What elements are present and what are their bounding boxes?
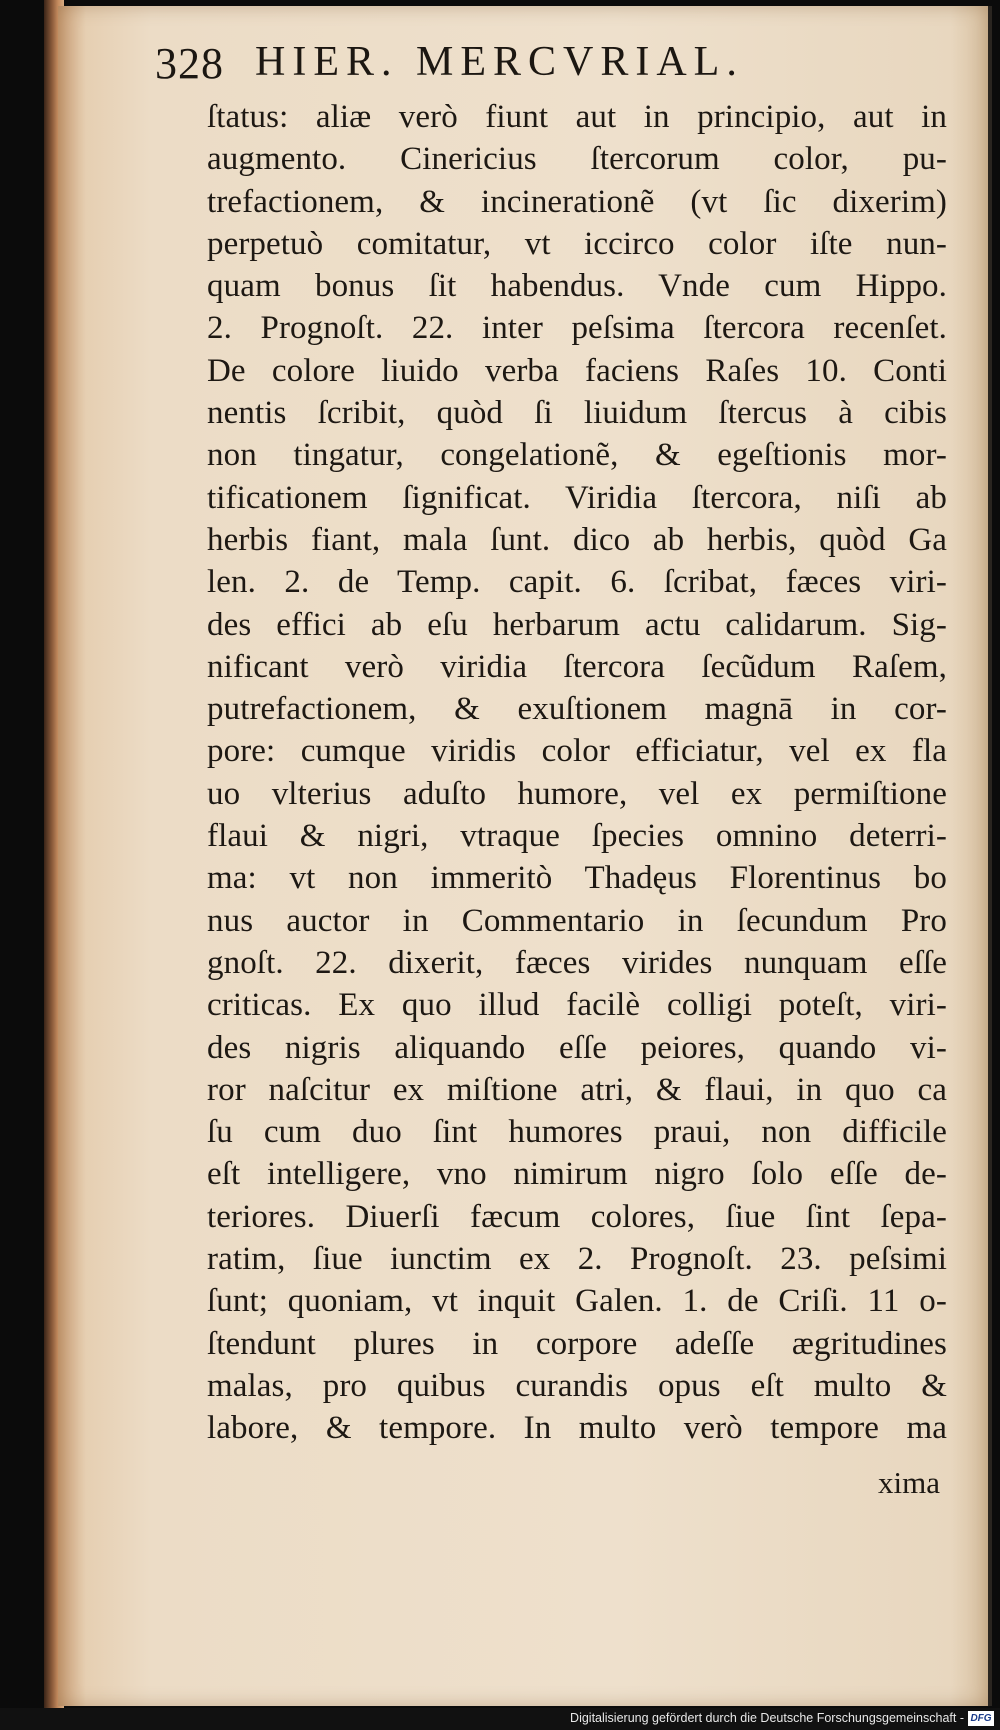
text-line: uo vlterius aduſto humore, vel ex permiſtione	[207, 775, 947, 812]
running-head: HIER. MERCVRIAL.	[255, 39, 744, 85]
catchword: xima	[878, 1465, 940, 1500]
text-line: len. 2. de Temp. capit. 6. ſcribat, fæces viri-	[207, 564, 947, 601]
text-line: non tingatur, congelationẽ, & egeſtionis mor-	[207, 437, 947, 474]
funding-credit: Digitalisierung gefördert durch die Deutsche Forschungsgemeinschaft -	[570, 1711, 964, 1725]
text-line: malas, pro quibus curandis opus eſt multo &	[207, 1367, 947, 1404]
text-line: pore: cumque viridis color efficiatur, vel ex fla	[207, 733, 947, 770]
page-header	[155, 38, 935, 98]
text-line: perpetuò comitatur, vt iccirco color iſte nun-	[207, 225, 947, 262]
text-line: ſtatus: aliæ verò fiunt aut in principio, aut in	[207, 99, 947, 135]
text-line: criticas. Ex quo illud facilè colligi poteſt, viri-	[207, 987, 947, 1024]
text-line: flaui & nigri, vtraque ſpecies omnino deterri-	[207, 818, 947, 855]
text-line: eſt intelligere, vno nimirum nigro ſolo eſſe de-	[207, 1156, 947, 1193]
text-line: 2. Prognoſt. 22. inter peſsima ſtercora recenſet.	[207, 310, 947, 347]
text-line: herbis fiant, mala ſunt. dico ab herbis, quòd Ga	[207, 521, 947, 558]
text-line: ratim, ſiue iunctim ex 2. Prognoſt. 23. peſsimi	[207, 1241, 947, 1278]
page-number: 328	[155, 39, 224, 88]
text-line: quam bonus ſit habendus. Vnde cum Hippo.	[207, 268, 947, 305]
text-line: gnoſt. 22. dixerit, fæces virides nunquam eſſe	[207, 944, 947, 981]
text-line: des effici ab eſu herbarum actu calidarum. Sig-	[207, 606, 947, 643]
text-line: De colore liuido verba faciens Raſes 10. Conti	[207, 352, 947, 389]
text-line: nus auctor in Commentario in ſecundum Pro	[207, 902, 947, 939]
dfg-logo: DFG	[968, 1711, 994, 1726]
text-line: des nigris aliquando eſſe peiores, quando vi-	[207, 1029, 947, 1066]
body-text	[207, 96, 947, 1450]
text-line: ſu cum duo ſint humores praui, non difficile	[207, 1114, 947, 1151]
text-line: labore, & tempore. In multo verò tempore ma	[207, 1410, 947, 1447]
text-line: ma: vt non immeritò Thadęus Florentinus bo	[207, 860, 947, 897]
text-line: putrefactionem, & exuſtionem magnā in cor-	[207, 691, 947, 728]
text-line: teriores. Diuerſi fæcum colores, ſiue ſint ſepa-	[207, 1198, 947, 1235]
text-line: ror naſcitur ex miſtione atri, & flaui, in quo ca	[207, 1071, 947, 1108]
text-line: ſunt; quoniam, vt inquit Galen. 1. de Criſi. 11 o-	[207, 1283, 947, 1320]
text-line: ſtendunt plures in corpore adeſſe ægritudines	[207, 1325, 947, 1362]
text-line: augmento. Cinericius ſtercorum color, pu-	[207, 141, 947, 178]
text-line: nentis ſcribit, quòd ſi liuidum ſtercus à cibis	[207, 395, 947, 432]
text-line: tificationem ſignificat. Viridia ſtercora, niſi ab	[207, 479, 947, 516]
text-line: nificant verò viridia ſtercora ſecũdum Raſem,	[207, 648, 947, 685]
text-line: trefactionem, & incinerationẽ (vt ſic dixerim)	[207, 183, 947, 220]
